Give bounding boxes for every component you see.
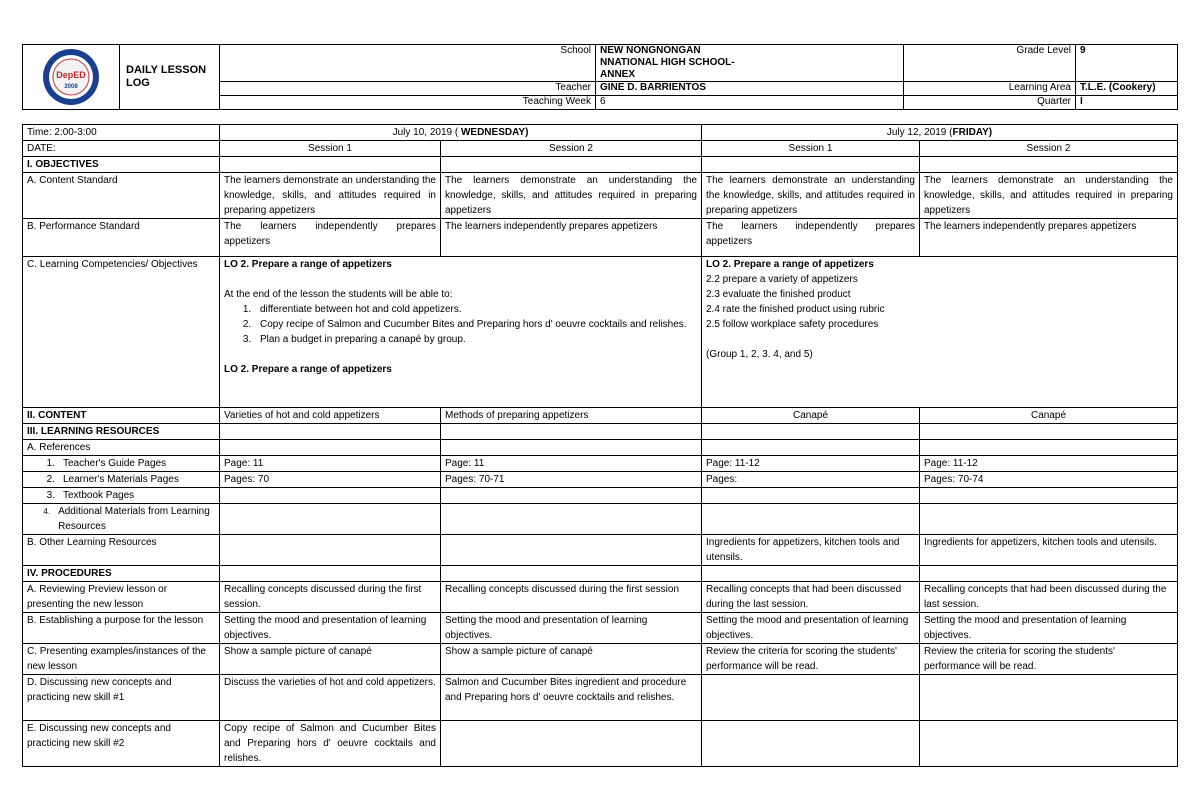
table-row	[23, 535, 1178, 566]
cell-text: Pages: 70-71	[441, 472, 702, 488]
area-label: Learning Area	[904, 82, 1076, 96]
table-row	[23, 141, 1178, 157]
teacher-value: GINE D. BARRIENTOS	[596, 82, 904, 96]
grade-label: Grade Level	[904, 45, 1076, 82]
table-row	[23, 488, 1178, 504]
cell-text: The learners demonstrate an understanding the knowledge, skills, and attitudes required in preparing appetizers	[920, 173, 1178, 219]
cell-text: The learners demonstrate an understanding the knowledge, skills, and attitudes required in preparing appetizers	[702, 173, 920, 219]
logo-text: DepED	[56, 70, 86, 80]
row-label: B. Performance Standard	[23, 219, 220, 257]
row-label: 3. Textbook Pages	[23, 488, 220, 504]
cell-text: The learners independently prepares appetizers	[702, 219, 920, 257]
table-row	[23, 219, 1178, 257]
session-header: Session 2	[920, 141, 1178, 157]
table-row	[23, 675, 1178, 721]
row-label: B. Establishing a purpose for the lesson	[23, 613, 220, 644]
table-row	[23, 408, 1178, 424]
row-label: 4. Additional Materials from Learning Resources	[23, 504, 220, 535]
table-row	[23, 613, 1178, 644]
group-note: (Group 1, 2, 3. 4, and 5)	[706, 349, 813, 360]
row-label: A. References	[23, 440, 220, 456]
cell-text: Ingredients for appetizers, kitchen tools and utensils.	[920, 535, 1178, 566]
lc-wednesday	[220, 257, 702, 408]
cell-text: Canapé	[702, 408, 920, 424]
list-item: 2.2 prepare a variety of appetizers	[706, 274, 858, 285]
time-cell: Time: 2:00-3:00	[23, 125, 220, 141]
week-value: 6	[596, 96, 904, 110]
table-row	[23, 257, 1178, 408]
cell-text: Setting the mood and presentation of learning objectives.	[702, 613, 920, 644]
grade-value: 9	[1076, 45, 1178, 82]
row-label: A. Content Standard	[23, 173, 220, 219]
page-title: DAILY LESSON LOG	[120, 45, 220, 110]
lc-friday	[702, 257, 1178, 408]
quarter-value: I	[1076, 96, 1178, 110]
lesson-table	[22, 124, 1178, 767]
school-value: NEW NONGNONGAN NNATIONAL HIGH SCHOOL-ANNEX	[596, 45, 904, 82]
table-row	[23, 157, 1178, 173]
teacher-label: Teacher	[220, 82, 596, 96]
row-label: E. Discussing new concepts and practicing new skill #2	[23, 721, 220, 767]
cell-text: Setting the mood and presentation of learning objectives.	[920, 613, 1178, 644]
cell-text: Page: 11	[220, 456, 441, 472]
list-item: 3. Plan a budget in preparing a canapé by group.	[254, 332, 697, 347]
lc-intro: At the end of the lesson the students will be able to:	[224, 289, 453, 300]
cell-text: Ingredients for appetizers, kitchen tools and utensils.	[702, 535, 920, 566]
cell-text: Review the criteria for scoring the students' performance will be read.	[920, 644, 1178, 675]
table-row	[23, 440, 1178, 456]
list-item: 1. differentiate between hot and cold appetizers.	[254, 302, 697, 317]
cell-text: Recalling concepts that had been discussed during the last session.	[920, 582, 1178, 613]
cell-text: The learners demonstrate an understanding the knowledge, skills, and attitudes required in preparing appetizers	[220, 173, 441, 219]
row-label: B. Other Learning Resources	[23, 535, 220, 566]
cell-text: Setting the mood and presentation of learning objectives.	[441, 613, 702, 644]
row-label: C. Presenting examples/instances of the new lesson	[23, 644, 220, 675]
cell-text: Pages: 70	[220, 472, 441, 488]
list-item: 2.5 follow workplace safety procedures	[706, 319, 879, 330]
row-label: C. Learning Competencies/ Objectives	[23, 257, 220, 408]
cell-text: Page: 11	[441, 456, 702, 472]
section-procedures: IV. PROCEDURES	[23, 566, 220, 582]
school-label: School	[220, 45, 596, 82]
quarter-label: Quarter	[904, 96, 1076, 110]
cell-text: Show a sample picture of canapé	[441, 644, 702, 675]
lo-title: LO 2. Prepare a range of appetizers	[706, 259, 874, 270]
session-header: Session 1	[220, 141, 441, 157]
table-row	[23, 125, 1178, 141]
objective-list	[224, 302, 697, 347]
table-row	[23, 721, 1178, 767]
cell-text: Varieties of hot and cold appetizers	[220, 408, 441, 424]
date-label: DATE:	[23, 141, 220, 157]
row-label: A. Reviewing Preview lesson or presenting the new lesson	[23, 582, 220, 613]
cell-text: Copy recipe of Salmon and Cucumber Bites and Preparing hors d' oeuvre cocktails and relishes.	[220, 721, 441, 767]
cell-text: Methods of preparing appetizers	[441, 408, 702, 424]
table-row	[23, 173, 1178, 219]
table-row	[23, 456, 1178, 472]
deped-seal-icon	[42, 48, 100, 106]
row-label: D. Discussing new concepts and practicing new skill #1	[23, 675, 220, 721]
row-label: 2. Learner's Materials Pages	[23, 472, 220, 488]
cell-text: Canapé	[920, 408, 1178, 424]
section-objectives: I. OBJECTIVES	[23, 157, 220, 173]
cell-text: The learners demonstrate an understanding the knowledge, skills, and attitudes required in preparing appetizers	[441, 173, 702, 219]
cell-text: Review the criteria for scoring the students' performance will be read.	[702, 644, 920, 675]
list-item: 2. Copy recipe of Salmon and Cucumber Bites and Preparing hors d' oeuvre cocktails and relishes.	[254, 317, 697, 332]
cell-text: Recalling concepts discussed during the first session.	[220, 582, 441, 613]
table-row	[23, 566, 1178, 582]
cell-text: Pages: 70-74	[920, 472, 1178, 488]
header-table	[22, 44, 1178, 110]
cell-text: Salmon and Cucumber Bites ingredient and procedure and Preparing hors d' oeuvre cocktails and relishes.	[441, 675, 702, 721]
session-header: Session 2	[441, 141, 702, 157]
cell-text: The learners independently prepares appetizers	[220, 219, 441, 257]
cell-text: The learners independently prepares appetizers	[441, 219, 702, 257]
date-friday: July 12, 2019 (FRIDAY)	[702, 125, 1178, 141]
lo-title: LO 2. Prepare a range of appetizers	[224, 259, 392, 270]
week-label: Teaching Week	[220, 96, 596, 110]
row-label: 1. Teacher's Guide Pages	[23, 456, 220, 472]
cell-text: Page: 11-12	[702, 456, 920, 472]
session-header: Session 1	[702, 141, 920, 157]
table-row	[23, 472, 1178, 488]
cell-text: Page: 11-12	[920, 456, 1178, 472]
cell-text: Pages:	[702, 472, 920, 488]
lo-title: LO 2. Prepare a range of appetizers	[224, 364, 392, 375]
table-row	[23, 424, 1178, 440]
date-wednesday: July 10, 2019 ( WEDNESDAY)	[220, 125, 702, 141]
cell-text: Recalling concepts discussed during the first session	[441, 582, 702, 613]
cell-text: The learners independently prepares appetizers	[920, 219, 1178, 257]
table-row	[23, 644, 1178, 675]
cell-text: Setting the mood and presentation of learning objectives.	[220, 613, 441, 644]
section-content: II. CONTENT	[23, 408, 220, 424]
area-value: T.L.E. (Cookery)	[1076, 82, 1178, 96]
logo-year: 2008	[64, 84, 78, 90]
list-item: 2.4 rate the finished product using rubric	[706, 304, 885, 315]
cell-text: Show a sample picture of canapé	[220, 644, 441, 675]
cell-text: Discuss the varieties of hot and cold appetizers.	[220, 675, 441, 721]
table-row	[23, 504, 1178, 535]
section-resources: III. LEARNING RESOURCES	[23, 424, 220, 440]
table-row	[23, 582, 1178, 613]
logo-cell	[23, 45, 120, 110]
cell-text: Recalling concepts that had been discussed during the last session.	[702, 582, 920, 613]
list-item: 2.3 evaluate the finished product	[706, 289, 851, 300]
